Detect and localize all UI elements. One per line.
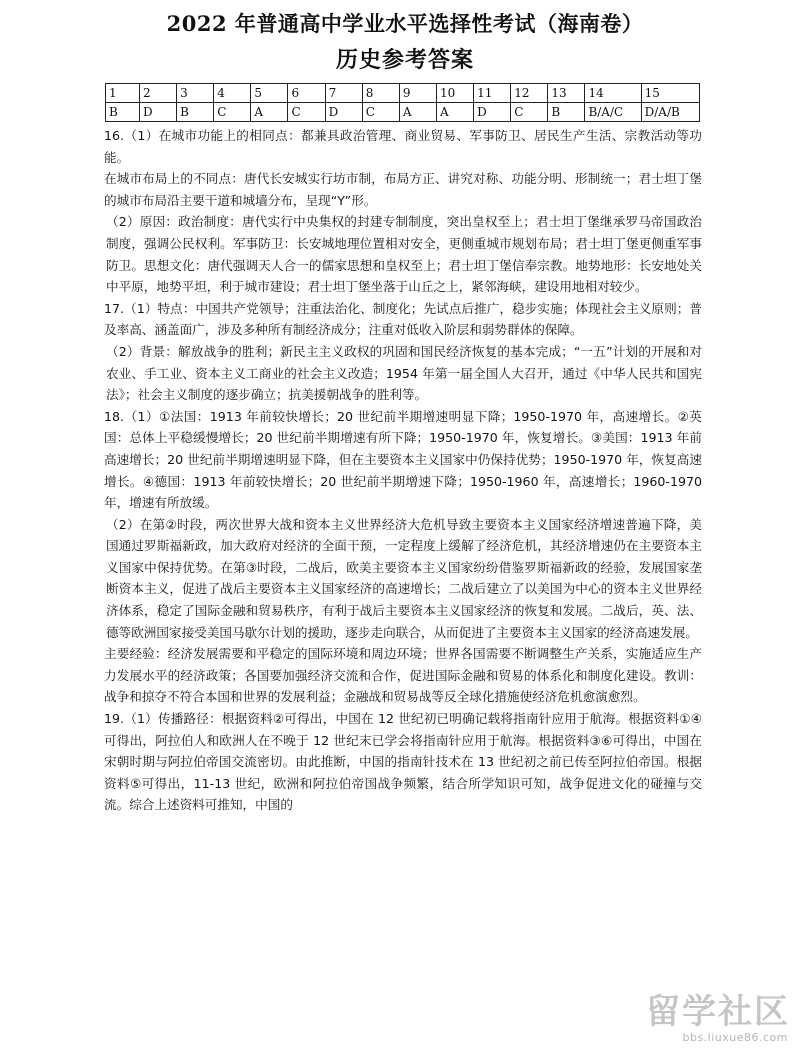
answer-cell: B/A/C	[585, 103, 641, 122]
answer-paragraph-16-1-layout: 在城市布局上的不同点：唐代长安城实行坊市制，布局方正、讲究对称、功能分明、形制统一；君士坦丁堡的城市布局沿主要干道和城墙分布，呈现“Y”形。	[104, 171, 702, 208]
answer-cell: D	[139, 103, 176, 122]
document-title: 2022 年普通高中学业水平选择性考试（海南卷）	[166, 11, 644, 36]
answer-table	[105, 83, 700, 122]
question-number-cell: 15	[641, 84, 699, 103]
watermark-logo-text: 留学社区	[646, 992, 790, 1032]
answer-paragraph-16-1: 16.（1）在城市功能上的相同点：都兼具政治管理、商业贸易、军事防卫、居民生产生活、宗教活动等功能。	[104, 128, 702, 165]
question-number-cell: 14	[585, 84, 641, 103]
question-number-cell: 6	[288, 84, 325, 103]
question-number-cell: 12	[511, 84, 548, 103]
answer-paragraph-18-2: （2）在第②时段，两次世界大战和资本主义世界经济大危机导致主要资本主义国家经济增速普遍下降，美国通过罗斯福新政，加大政府对经济的全面干预，一定程度上缓解了经济危机，其经济增速仍在主要资本主义国家中保持优势。在第③时段，二战后，欧美主要资本主义国家纷纷借鉴罗斯福新政的经验，发展国家垄断资本主义，促进了战后主要资本主义国家经济的高速增长；二战后建立了以美国为中心的资本主义世界经济体系，稳定了国际金融和贸易秩序，有利于战后主要资本主义国家经济的恢复和发展。二战后，英、法、德等欧洲国家接受美国马歇尔计划的援助，逐步走向联合，从而促进了主要资本主义国家的经济高速发展。	[106, 516, 702, 640]
question-number-cell: 1	[106, 84, 140, 103]
answer-cell: C	[214, 103, 251, 122]
answer-paragraph-19-1: 19.（1）传播路径：根据资料②可得出，中国在 12 世纪初已明确记载将指南针应用于航海。根据资料①④可得出，阿拉伯人和欧洲人在不晚于 12 世纪末已学会将指南针应用于航海。根据资料③⑥可得出，中国在宋朝时期与阿拉伯帝国交流密切。由此推断，中国的指南针技术在 13 世纪初之前已传至阿拉伯帝国。根据资料⑤可得出，11-13 世纪，欧洲和阿拉伯帝国战争频繁，结合所学知识可知，战争促进文化的碰撞与交流。综合上述资料可推知，中国的	[104, 711, 702, 813]
answer-cell: B	[177, 103, 214, 122]
answer-cell: D	[474, 103, 511, 122]
question-number-cell: 13	[548, 84, 585, 103]
answer-paragraph-17-1: 17.（1）特点：中国共产党领导；注重法治化、制度化；先试点后推广，稳步实施；体现社会主义原则；普及率高、涵盖面广，涉及多种所有制经济成分；注重对低收入阶层和弱势群体的保障。	[104, 300, 702, 338]
answer-cell: B	[548, 103, 585, 122]
answer-cell: A	[251, 103, 288, 122]
question-number-cell: 2	[139, 84, 176, 103]
answer-table-number-row	[106, 84, 700, 103]
answer-body	[104, 125, 702, 816]
answer-cell: B	[106, 103, 140, 122]
answer-cell: A	[436, 103, 473, 122]
site-watermark	[624, 984, 804, 1044]
answer-cell: C	[362, 103, 399, 122]
answer-cell: C	[511, 103, 548, 122]
question-number-cell: 5	[251, 84, 288, 103]
answer-paragraph-17-2: （2）背景：解放战争的胜利；新民主主义政权的巩固和国民经济恢复的基本完成；“一五”计划的开展和对农业、手工业、资本主义工商业的社会主义改造；1954 年第一届全国人大召开，通过《中华人民共和国宪法》；社会主义制度的逐步确立；抗美援朝战争的胜利等。	[106, 343, 702, 403]
answer-cell: D	[325, 103, 362, 122]
answer-paragraph-18-experience: 主要经验：经济发展需要和平稳定的国际环境和周边环境；世界各国需要不断调整生产关系，实施适应生产力发展水平的经济政策；各国要加强经济交流和合作，促进国际金融和贸易的体系化和制度化建设。教训：战争和掠夺不符合本国和世界的发展利益；金融战和贸易战等反全球化措施使经济危机愈演愈烈。	[104, 646, 702, 705]
answer-paragraph-16-2: （2）原因：政治制度：唐代实行中央集权的封建专制制度，突出皇权至上；君士坦丁堡继承罗马帝国政治制度，强调公民权利。军事防卫：长安城地理位置相对安全，更侧重城市规划布局；君士坦丁堡更侧重军事防卫。思想文化：唐代强调天人合一的儒家思想和皇权至上；君士坦丁堡信奉宗教。地势地形：长安地处关中平原，地势平坦，利于城市建设；君士坦丁堡坐落于山丘之上，紧邻海峡，建设用地相对较少。	[106, 214, 702, 295]
question-number-cell: 3	[177, 84, 214, 103]
question-number-cell: 11	[474, 84, 511, 103]
answer-cell: A	[399, 103, 436, 122]
answer-paragraph-18-1: 18.（1）①法国：1913 年前较快增长；20 世纪前半期增速明显下降；1950-1970 年，高速增长。②英国：总体上平稳缓慢增长；20 世纪前半期增速有所下降；1950-1970 年，恢复增长。③美国：1913 年前高速增长；20 世纪前半期增速明显下降，但在主要资本主义国家中仍保持优势；1950-1970 年，恢复高速增长。④德国：1913 年前较快增长；20 世纪前半期增速下降；1950-1960 年，高速增长；1960-1970 年，增速有所放缓。	[104, 408, 702, 511]
watermark-url: bbs.liuxue86.com	[682, 1031, 788, 1044]
question-number-cell: 9	[399, 84, 436, 103]
question-number-cell: 8	[362, 84, 399, 103]
answer-cell: D/A/B	[641, 103, 699, 122]
question-number-cell: 4	[214, 84, 251, 103]
answer-cell: C	[288, 103, 325, 122]
answer-table-answer-row	[106, 103, 700, 122]
question-number-cell: 7	[325, 84, 362, 103]
question-number-cell: 10	[436, 84, 473, 103]
document-subtitle: 历史参考答案	[335, 47, 474, 73]
